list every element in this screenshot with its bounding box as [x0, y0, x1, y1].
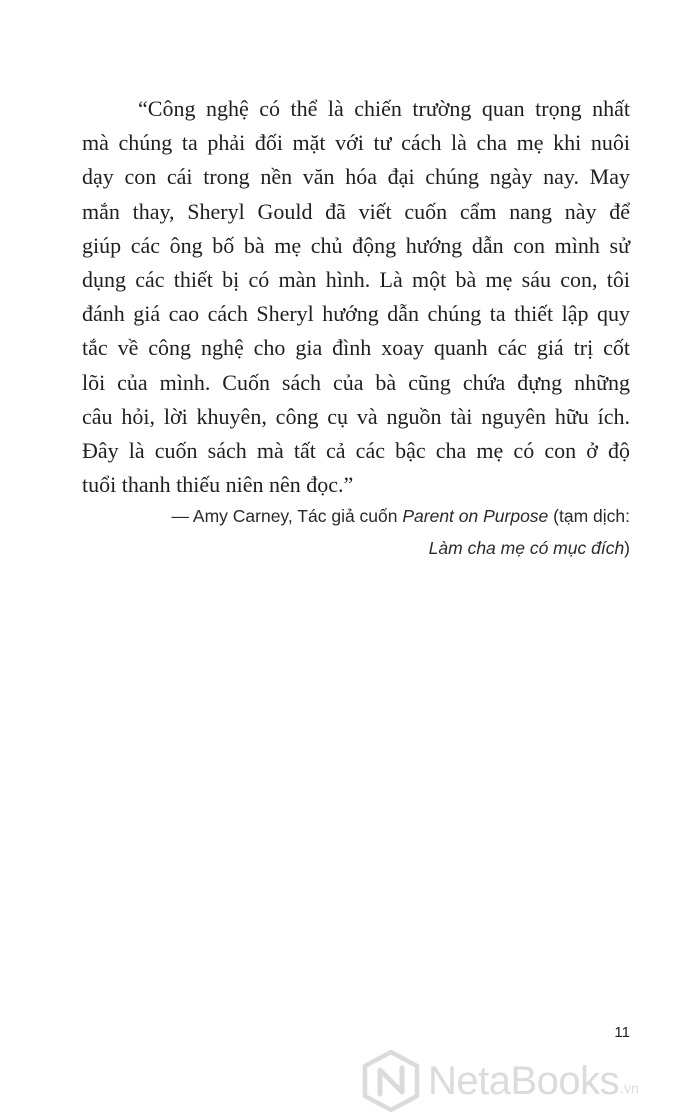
translation-close: ): [624, 538, 630, 558]
author-name: Amy Carney: [192, 506, 288, 526]
translation-open: (tạm dịch:: [548, 506, 630, 526]
quote-line: mắn thay, Sheryl Gould đã viết cuốn cẩm nang này để: [82, 198, 630, 224]
quote-line: câu hỏi, lời khuyên, công cụ và nguồn tài nguyên hữu ích.: [82, 403, 630, 429]
testimonial-quote: [82, 92, 630, 502]
page-number: 11: [614, 1024, 630, 1041]
quote-line: “Công nghệ có thể là chiến trường quan trọng nhất: [138, 96, 630, 121]
publisher-watermark: [362, 1046, 639, 1116]
quote-line: dụng các thiết bị có màn hình. Là một bà mẹ sáu con, tôi: [82, 267, 630, 293]
quote-line: lõi của mình. Cuốn sách của bà cũng chứa đựng những: [82, 369, 630, 395]
quote-attribution: [130, 500, 630, 564]
attribution-line-1: [130, 500, 630, 532]
quote-line: dạy con cái trong nền văn hóa đại chúng ngày nay. May: [82, 164, 630, 190]
watermark-domain: .vn: [620, 1080, 639, 1096]
quote-line: mà chúng ta phải đối mặt với tư cách là cha mẹ khi nuôi: [82, 130, 630, 156]
author-role: , Tác giả cuốn: [287, 506, 403, 526]
quote-line: giúp các ông bố bà mẹ chủ động hướng dẫn con mình sử: [82, 232, 630, 258]
attribution-dash: —: [171, 506, 193, 526]
netabooks-logo-icon: [362, 1050, 420, 1112]
translated-title: Làm cha mẹ có mục đích: [428, 538, 625, 558]
quote-line: tắc về công nghệ cho gia đình xoay quanh các giá trị cốt: [82, 335, 630, 361]
quote-line: Đây là cuốn sách mà tất cả các bậc cha mẹ có con ở độ: [82, 438, 630, 464]
watermark-brand: NetaBooks: [428, 1059, 620, 1103]
quote-line: đánh giá cao cách Sheryl hướng dẫn chúng ta thiết lập quy: [82, 301, 630, 327]
book-title: Parent on Purpose: [402, 506, 549, 526]
quote-line: tuổi thanh thiếu niên nên đọc.”: [82, 472, 354, 498]
attribution-line-2: [130, 532, 630, 564]
